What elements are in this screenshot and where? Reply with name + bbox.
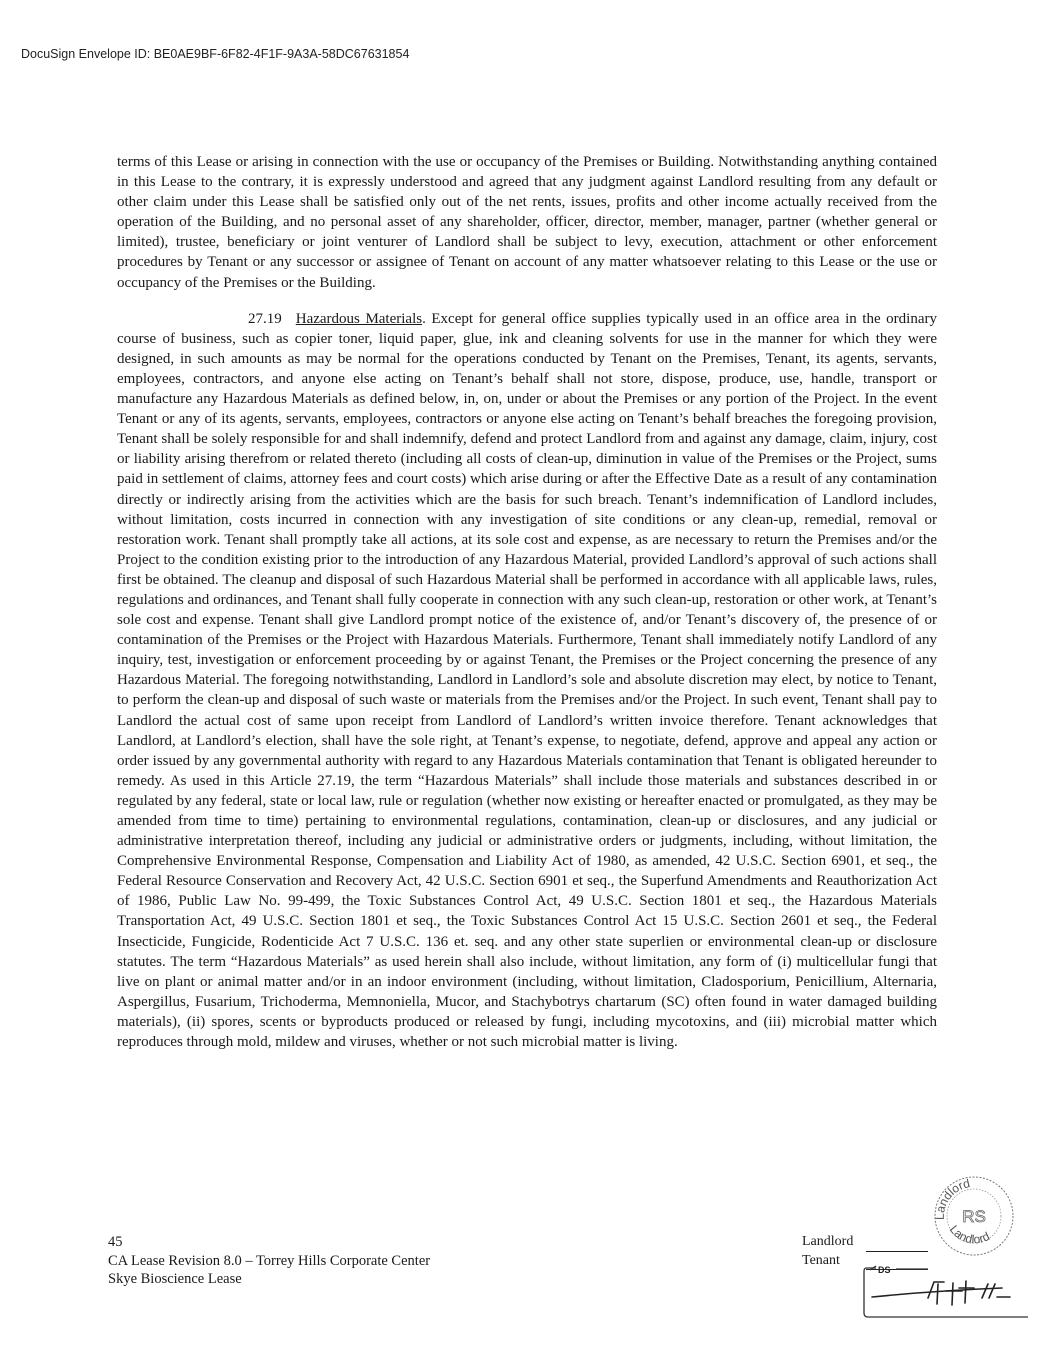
ds-box-frame: [864, 1268, 1028, 1317]
ds-box-label: DS: [878, 1265, 891, 1275]
section-title: Hazardous Materials: [295, 310, 423, 327]
section-text: . Except for general office supplies typically used in an office area in the ordinary course of business, such as copier toner, liquid paper, glue, ink and cleaning solvents for use in the manner for which they were designed, in such amounts as may be normal for the operations conducted by Tenant on the Premises, Tenant, its agents, servants, employees, contractors, and anyone else acting on Tenant’s behalf shall not store, dispose, produce, use, handle, transport or manufacture any Hazardous Materials as defined below, in, on, under or about the Premises or any portion of the Project. In the event Tenant or any of its agents, servants, employees, contractors or anyone else acting on Tenant’s behalf breaches the foregoing provision, Tenant shall be solely responsible for and shall indemnify, defend and protect Landlord from and against any damage, claim, injury, cost or liability arising therefrom or related thereto (including all costs of clean-up, diminution in value of the Premises or the Project, sums paid in settlement of claims, attorney fees and court costs) which arise during or after the Effective Date as a result of any contamination directly or indirectly arising from the activities which are the basis for such breach. Tenant’s indemnification of Landlord includes, without limitation, costs incurred in connection with any investigation of site conditions or any clean-up, remedial, removal or restoration work. Tenant shall promptly take all actions, at its sole cost and expense, as are necessary to return the Premises and/or the Project to the condition existing prior to the introduction of any Hazardous Material, provided Landlord’s approval of such actions shall first be obtained. The cleanup and disposal of such Hazardous Material shall be performed in accordance with all applicable laws, rules, regulations and ordinances, and Tenant shall fully cooperate in connection with any such clean-up, restoration or other work, at Tenant’s sole cost and expense. Tenant shall give Landlord prompt notice of the existence of, and/or Tenant’s discovery of, the presence of or contamination of the Premises or the Project with Hazardous Materials. Furthermore, Tenant shall immediately notify Landlord of any inquiry, test, investigation or enforcement proceeding by or against Tenant, the Premises or the Project concerning the presence of any Hazardous Material. The foregoing notwithstanding, Landlord in Landlord’s sole and absolute discretion may elect, by notice to Tenant, to perform the clean-up and disposal of such waste or materials from the Premises and/or the Project. In such event, Tenant shall pay to Landlord the actual cost of same upon receipt from Landlord of Landlord’s written invoice therefore. Tenant acknowledges that Landlord, at Landlord’s election, shall have the sole right, at Tenant’s expense, to negotiate, defend, approve and appeal any action or order issued by any governmental authority with regard to any Hazardous Materials contamination that Tenant is obligated hereunder to remedy. As used in this Article 27.19, the term “Hazardous Materials” shall include those materials and substances described in or regulated by any federal, state or local law, rule or regulation (whether now existing or hereafter enacted or promulgated, as they may be amended from time to time) pertaining to environmental regulations, contamination, clean-up or disclosures, and any judicial or administrative interpretation thereof, including any judicial or administrative orders or judgments, including, without limitation, the Comprehensive Environmental Response, Compensation and Liability Act of 1980, as amended, 42 U.S.C. Section 6901, et seq., the Federal Resource Conservation and Recovery Act, 42 U.S.C. Section 6901 et seq., the Superfund Amendments and Reauthorization Act of 1986, Public Law No. 99-499, the Toxic Substances Control Act, 49 U.S.C. Section 1801 et seq., the Hazardous Materials Transportation Act, 49 U.S.C. Section 1801 et seq., the Toxic Substances Control Act 15 U.S.C. Section 2601 et seq., the Federal Insecticide, Fungicide, Rodenticide Act 7 U.S.C. 136 et. seq. and any other state superlien or environmental clean-up or disclosure statutes. The term “Hazardous Materials” as used herein shall also include, without limitation, any form of (i) multicellular fungi that live on plant or animal matter and/or in an indoor environment (including, without limitation, Cladosporium, Penicillium, Alternaria, Aspergillus, Fusarium, Trichoderma, Memnoniella, Mucor, and Stachybotrys chartarum (SC) often found in water damaged building materials), (ii) spores, scents or byproducts produced or released by fungi, including mycotoxins, and (iii) microbial matter which reproduces through mold, mildew and viruses, whether or not such microbial matter is living.: [117, 310, 937, 1051]
page-number: 45: [108, 1234, 123, 1250]
landlord-initials-stamp: [932, 1174, 1016, 1258]
landlord-initial-line: [866, 1237, 928, 1252]
stamp-initials: RS: [962, 1207, 986, 1226]
section-number: 27.19: [248, 310, 282, 327]
stamp-text-top: Landlord: [932, 1176, 972, 1221]
footer-info: [108, 1233, 430, 1289]
tenant-label: Tenant: [802, 1252, 840, 1268]
landlord-initial-row: [802, 1233, 928, 1252]
tenant-handwritten-initials: [872, 1281, 1010, 1305]
lease-revision: CA Lease Revision 8.0 – Torrey Hills Corporate Center: [108, 1252, 431, 1269]
lease-name: Skye Bioscience Lease: [108, 1271, 242, 1287]
lease-body: [117, 152, 937, 1052]
stamp-text-bottom: Landlord: [946, 1222, 992, 1247]
continued-paragraph: terms of this Lease or arising in connection with the use or occupancy of the Premises or Building. Notwithstanding anything contained in this Lease to the contrary, it is expressly understood and agreed that any judgment against Landlord resulting from any default or other claim under this Lease shall be satisfied only out of the net rents, issues, profits and other income actually received from the operation of the Building, and no personal asset of any shareholder, officer, director, member, manager, partner (whether general or limited), trustee, beneficiary or joint venturer of Landlord shall be subject to levy, execution, attachment or other enforcement procedures by Tenant or any successor or assignee of Tenant on account of any matter whatsoever relating to this Lease or the use or occupancy of the Premises or the Building.: [117, 154, 937, 291]
section-27-19: [117, 309, 937, 1052]
docusign-initials-box: [862, 1264, 1032, 1322]
envelope-id: DocuSign Envelope ID: BE0AE9BF-6F82-4F1F-9A3A-58DC67631854: [21, 47, 410, 61]
landlord-label: Landlord: [802, 1234, 854, 1249]
